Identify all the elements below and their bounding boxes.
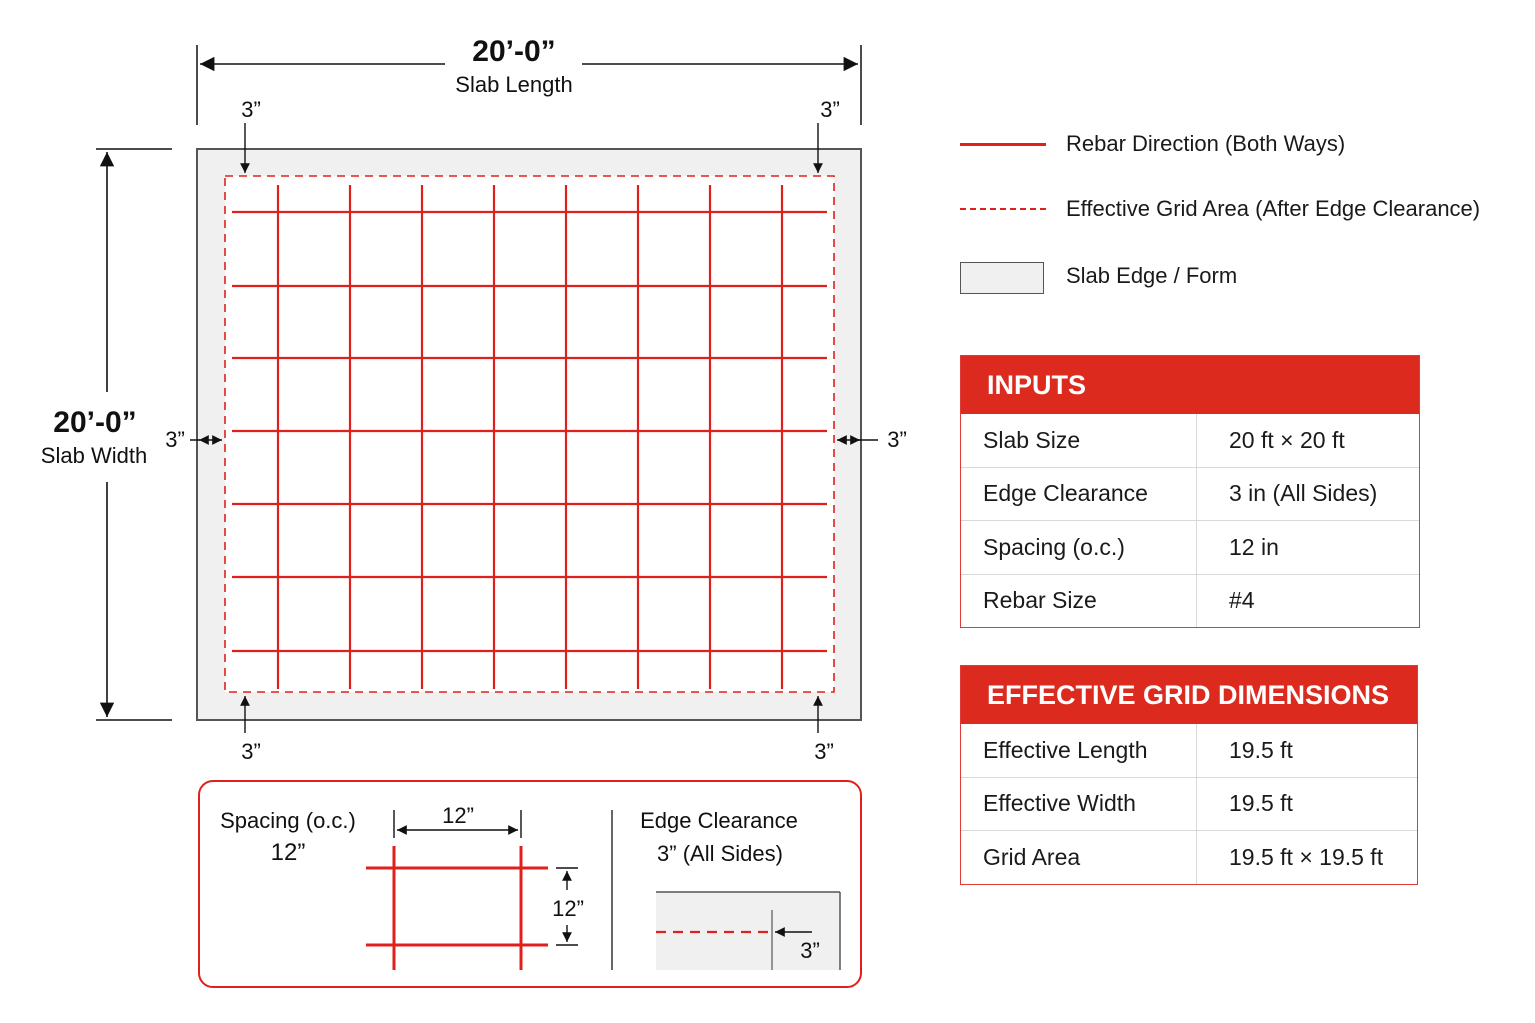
table-row [961, 467, 1419, 521]
slab-width-value: 20’-0” [53, 406, 137, 439]
table-row [961, 830, 1417, 884]
effective-table-body [961, 724, 1417, 884]
table-value: 3 in (All Sides) [1229, 480, 1378, 507]
detail-vertical-dim: 12” [552, 896, 584, 921]
detail-horizontal-dim: 12” [442, 803, 474, 828]
solid-red-line-icon [960, 127, 1046, 161]
slab-width-label: Slab Width [40, 443, 148, 468]
legend-rebar-direction [960, 124, 1345, 164]
clearance-bottom-right: 3” [814, 739, 834, 764]
table-value: 19.5 ft [1229, 790, 1293, 817]
clearance-top-right: 3” [820, 97, 840, 122]
detail-box [199, 781, 861, 987]
detail-clearance-dim: 3” [800, 938, 820, 963]
detail-spacing-value: 12” [270, 839, 306, 866]
clearance-top-left: 3” [241, 97, 261, 122]
effective-grid-table [960, 665, 1418, 885]
table-value: #4 [1229, 587, 1255, 614]
table-row [961, 724, 1417, 777]
legend-slab-edge [960, 256, 1237, 296]
inputs-table [960, 355, 1420, 628]
inputs-table-title: INPUTS [961, 356, 1419, 414]
detail-clearance-label: Edge Clearance [640, 808, 798, 833]
length-dimension [197, 35, 861, 125]
dashed-red-line-icon [960, 192, 1046, 226]
clearance-right: 3” [887, 427, 907, 452]
gray-box-icon [960, 259, 1046, 293]
table-key: Edge Clearance [961, 468, 1197, 521]
inputs-table-body [961, 414, 1419, 627]
table-value: 20 ft × 20 ft [1229, 426, 1345, 453]
table-value: 19.5 ft × 19.5 ft [1229, 843, 1384, 870]
table-key: Grid Area [961, 831, 1197, 884]
detail-clearance-value: 3” (All Sides) [657, 841, 783, 866]
table-key: Slab Size [961, 414, 1197, 467]
legend-label: Slab Edge / Form [1066, 263, 1238, 288]
legend-label: Rebar Direction (Both Ways) [1066, 131, 1346, 156]
table-row [961, 574, 1419, 628]
table-key: Effective Width [961, 778, 1197, 831]
slab-length-label: Slab Length [455, 72, 573, 97]
slab-length-value: 20’-0” [472, 35, 556, 68]
legend-effective-grid [960, 189, 1480, 229]
detail-spacing-label: Spacing (o.c.) [220, 808, 356, 833]
table-value: 12 in [1229, 533, 1279, 560]
table-key: Spacing (o.c.) [961, 521, 1197, 574]
width-dimension [41, 149, 172, 720]
effective-grid-area [225, 176, 834, 692]
table-row [961, 414, 1419, 467]
clearance-bottom-left: 3” [241, 739, 261, 764]
table-value: 19.5 ft [1229, 736, 1293, 763]
legend-label: Effective Grid Area (After Edge Clearance) [1066, 196, 1481, 221]
clearance-left: 3” [165, 427, 185, 452]
table-key: Rebar Size [961, 575, 1197, 628]
table-row [961, 777, 1417, 831]
table-key: Effective Length [961, 724, 1197, 777]
table-row [961, 520, 1419, 574]
effective-table-title: EFFECTIVE GRID DIMENSIONS [961, 666, 1417, 724]
